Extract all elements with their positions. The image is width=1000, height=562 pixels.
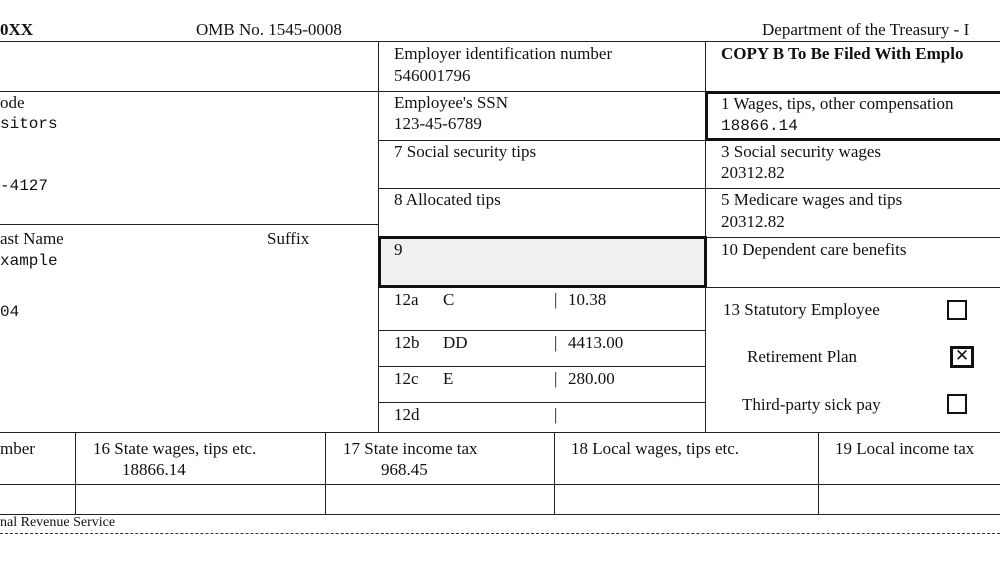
box12-rule-1 xyxy=(378,330,705,331)
last-name-label: ast Name xyxy=(0,229,64,248)
state-col-1 xyxy=(75,432,76,514)
box12-rule-3 xyxy=(378,402,705,403)
sick-pay-label: Third-party sick pay xyxy=(742,395,881,414)
copy-b-label: COPY B To Be Filed With Emplo xyxy=(721,44,964,63)
box12c-separator: | xyxy=(554,369,558,388)
ssn-label: Employee's SSN xyxy=(394,93,509,112)
box12a-amount[interactable]: 10.38 xyxy=(568,290,607,309)
box16-value[interactable]: 18866.14 xyxy=(122,460,186,479)
statutory-label: 13 Statutory Employee xyxy=(723,300,880,319)
mid-rule-3 xyxy=(378,188,1000,189)
header-rule xyxy=(0,41,1000,42)
state-rule-bottom xyxy=(0,514,1000,515)
box10-label: 10 Dependent care benefits xyxy=(721,240,907,259)
left-rule-2 xyxy=(0,224,378,225)
box12d-separator: | xyxy=(554,405,558,424)
box3-label: 3 Social security wages xyxy=(721,142,882,161)
suffix-label: Suffix xyxy=(267,229,310,248)
number-label: mber xyxy=(0,439,35,458)
state-col-2 xyxy=(325,432,326,514)
right-rule-4 xyxy=(705,237,1000,238)
box19-label: 19 Local income tax xyxy=(835,439,975,458)
sick-pay-checkbox[interactable] xyxy=(947,394,967,414)
box12b-code-label: 12b xyxy=(394,333,420,352)
box1-label: 1 Wages, tips, other compensation xyxy=(721,94,954,113)
left-rule-1 xyxy=(0,91,378,92)
employer-id-value[interactable]: 546001796 xyxy=(394,66,471,85)
state-col-3 xyxy=(554,432,555,514)
box7-label: 7 Social security tips xyxy=(394,142,537,161)
box17-label: 17 State income tax xyxy=(343,439,478,458)
box12b-amount[interactable]: 4413.00 xyxy=(568,333,624,352)
cut-line xyxy=(0,533,1000,534)
box5-value[interactable]: 20312.82 xyxy=(721,212,785,231)
box12b-code[interactable]: DD xyxy=(443,333,468,352)
box12a-code[interactable]: C xyxy=(443,290,455,309)
department-label: Department of the Treasury - I xyxy=(762,20,970,39)
code-value[interactable]: sitors xyxy=(0,115,58,133)
box9-field[interactable] xyxy=(378,236,707,288)
box12a-code-label: 12a xyxy=(394,290,419,309)
box12a-separator: | xyxy=(554,290,558,309)
box12d-code-label: 12d xyxy=(394,405,420,424)
omb-number: OMB No. 1545-0008 xyxy=(196,20,342,39)
address-value[interactable]: 04 xyxy=(0,303,20,321)
box18-label: 18 Local wages, tips etc. xyxy=(571,439,740,458)
employer-id-label: Employer identification number xyxy=(394,44,613,63)
phone-value[interactable]: -4127 xyxy=(0,177,49,195)
box12c-code-label: 12c xyxy=(394,369,419,388)
ssn-value[interactable]: 123-45-6789 xyxy=(394,114,482,133)
last-name-value[interactable]: xample xyxy=(0,252,58,270)
form-year: 0XX xyxy=(0,20,34,39)
box3-value[interactable]: 20312.82 xyxy=(721,163,785,182)
box12b-separator: | xyxy=(554,333,558,352)
statutory-checkbox[interactable] xyxy=(947,300,967,320)
box1-value[interactable]: 18866.14 xyxy=(721,117,798,135)
code-label: ode xyxy=(0,93,25,112)
box12-rule-2 xyxy=(378,366,705,367)
box5-label: 5 Medicare wages and tips xyxy=(721,190,903,209)
box16-label: 16 State wages, tips etc. xyxy=(93,439,257,458)
irs-footer: nal Revenue Service xyxy=(0,515,116,530)
retirement-label: Retirement Plan xyxy=(747,347,858,366)
right-rule-5 xyxy=(705,287,1000,288)
box9-label: 9 xyxy=(394,240,403,259)
checkbox-x-icon: ✕ xyxy=(954,346,970,366)
box8-label: 8 Allocated tips xyxy=(394,190,501,209)
state-rule-top xyxy=(0,432,1000,433)
retirement-checkbox[interactable] xyxy=(950,346,974,368)
state-rule-mid xyxy=(0,484,1000,485)
state-col-4 xyxy=(818,432,819,514)
box12c-code[interactable]: E xyxy=(443,369,454,388)
box12c-amount[interactable]: 280.00 xyxy=(568,369,615,388)
box17-value[interactable]: 968.45 xyxy=(381,460,428,479)
